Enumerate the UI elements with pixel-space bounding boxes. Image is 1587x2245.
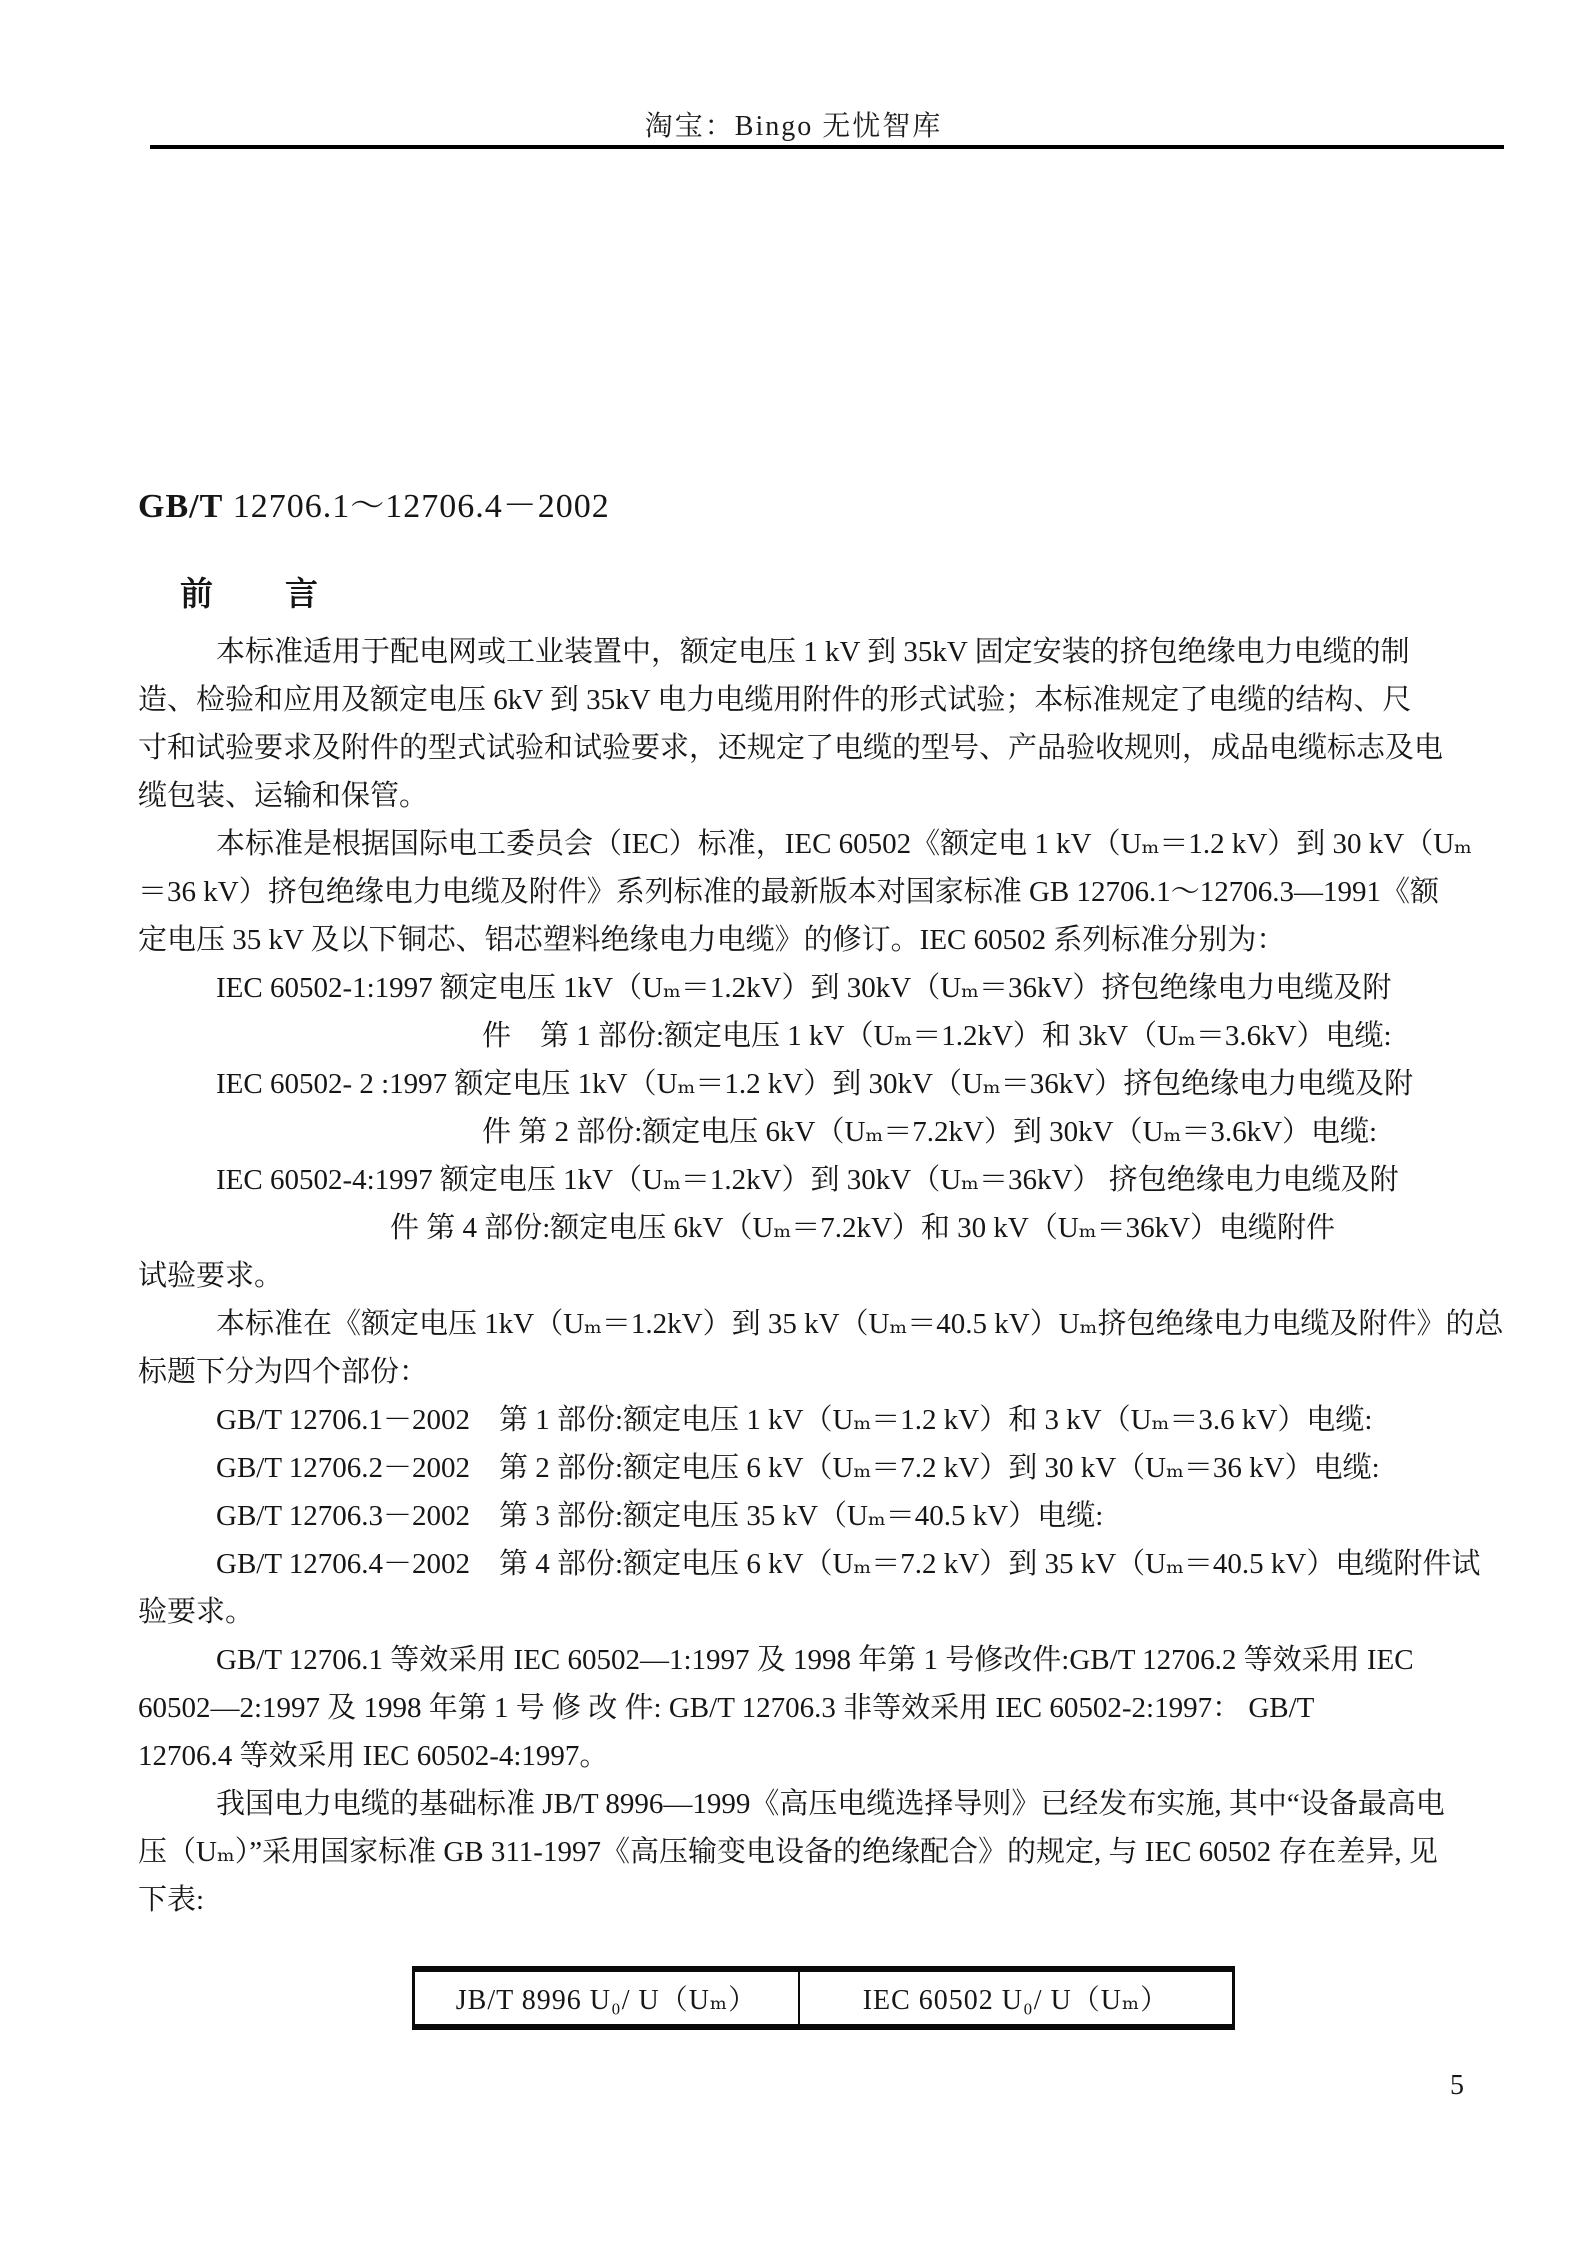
text-line: 定电压 35 kV 及以下铜芯、铝芯塑料绝缘电力电缆》的修订。IEC 60502 系列标准分别为： bbox=[138, 924, 1286, 956]
text-line: GB/T 12706.4－2002 第 4 部份:额定电压 6 kV（Uₘ＝7.2 kV）到 35 kV（Uₘ＝40.5 kV）电缆附件试 bbox=[216, 1548, 1481, 1580]
text-line: 标题下分为四个部份： bbox=[138, 1356, 429, 1388]
text-line: GB/T 12706.1－2002 第 1 部份:额定电压 1 kV（Uₘ＝1.2 kV）和 3 kV（Uₘ＝3.6 kV）电缆: bbox=[216, 1404, 1373, 1436]
page-number: 5 bbox=[1450, 2070, 1464, 2101]
text-line: 缆包装、运输和保管。 bbox=[138, 780, 429, 812]
standard-number bbox=[138, 478, 610, 527]
watermark-text: 淘宝：Bingo 无忧智库 bbox=[644, 111, 943, 142]
text-line: 60502—2:1997 及 1998 年第 1 号 修 改 件: GB/T 12706.3 非等效采用 IEC 60502-2:1997： GB/T bbox=[138, 1692, 1315, 1724]
document-body bbox=[138, 628, 1504, 1924]
text-line: GB/T 12706.3－2002 第 3 部份:额定电压 35 kV（Uₘ＝40.5 kV）电缆: bbox=[216, 1500, 1104, 1532]
table-header-row bbox=[414, 1969, 1234, 2027]
text-line: IEC 60502-4:1997 额定电压 1kV（Uₘ＝1.2kV）到 30kV（Uₘ＝36kV） 挤包绝缘电力电缆及附 bbox=[216, 1164, 1399, 1196]
foreword-heading: 前 言 bbox=[180, 577, 320, 613]
text-line: 验要求。 bbox=[138, 1596, 255, 1628]
text-line: 本标准是根据国际电工委员会（IEC）标准，IEC 60502《额定电 1 kV（Uₘ＝1.2 kV）到 30 kV（Uₘ bbox=[216, 828, 1472, 860]
text-line: IEC 60502- 2 :1997 额定电压 1kV（Uₘ＝1.2 kV）到 30kV（Uₘ＝36kV）挤包绝缘电力电缆及附 bbox=[216, 1068, 1414, 1100]
header-rule bbox=[150, 145, 1504, 149]
voltage-comparison-table bbox=[412, 1966, 1235, 2030]
standard-number-prefix: GB/T bbox=[138, 488, 224, 525]
text-line: 寸和试验要求及附件的型式试验和试验要求，还规定了电缆的型号、产品验收规则，成品电缆标志及电 bbox=[138, 732, 1444, 764]
text-line: 造、检验和应用及额定电压 6kV 到 35kV 电力电缆用附件的形式试验；本标准规定了电缆的结构、尺 bbox=[138, 684, 1412, 716]
text-line: 12706.4 等效采用 IEC 60502-4:1997。 bbox=[138, 1740, 609, 1772]
text-line: 本标准适用于配电网或工业装置中，额定电压 1 kV 到 35kV 固定安装的挤包绝缘电力电缆的制 bbox=[216, 636, 1410, 668]
table-cell-iec: IEC 60502 U₀/ U（Uₘ） bbox=[799, 1969, 1234, 2027]
table-cell-jbt: JB/T 8996 U₀/ U（Uₘ） bbox=[414, 1969, 799, 2027]
text-line: 试验要求。 bbox=[138, 1260, 284, 1292]
text-line: 件 第 2 部份:额定电压 6kV（Uₘ＝7.2kV）到 30kV（Uₘ＝3.6kV）电缆: bbox=[482, 1116, 1378, 1148]
text-line: ＝36 kV）挤包绝缘电力电缆及附件》系列标准的最新版本对国家标准 GB 12706.1～12706.3—1991《额 bbox=[138, 876, 1439, 908]
text-line: IEC 60502-1:1997 额定电压 1kV（Uₘ＝1.2kV）到 30kV（Uₘ＝36kV）挤包绝缘电力电缆及附 bbox=[216, 972, 1392, 1004]
text-line: 我国电力电缆的基础标准 JB/T 8996—1999《高压电缆选择导则》已经发布实施, 其中“设备最高电 bbox=[216, 1788, 1445, 1820]
text-line: 下表: bbox=[138, 1884, 205, 1916]
text-line: GB/T 12706.1 等效采用 IEC 60502—1:1997 及 1998 年第 1 号修改件:GB/T 12706.2 等效采用 IEC bbox=[216, 1644, 1414, 1676]
text-line: 本标准在《额定电压 1kV（Uₘ＝1.2kV）到 35 kV（Uₘ＝40.5 kV）Uₘ挤包绝缘电力电缆及附件》的总 bbox=[216, 1308, 1504, 1340]
text-line: 压（Uₘ）”采用国家标准 GB 311-1997《高压输变电设备的绝缘配合》的规定, 与 IEC 60502 存在差异, 见 bbox=[138, 1836, 1438, 1868]
text-line: 件 第 4 部份:额定电压 6kV（Uₘ＝7.2kV）和 30 kV（Uₘ＝36kV）电缆附件 bbox=[390, 1212, 1336, 1244]
text-line: 件 第 1 部份:额定电压 1 kV（Uₘ＝1.2kV）和 3kV（Uₘ＝3.6kV）电缆: bbox=[482, 1020, 1392, 1052]
text-line: GB/T 12706.2－2002 第 2 部份:额定电压 6 kV（Uₘ＝7.2 kV）到 30 kV（Uₘ＝36 kV）电缆: bbox=[216, 1452, 1380, 1484]
standard-number-rest: 12706.1～12706.4－2002 bbox=[223, 488, 610, 525]
